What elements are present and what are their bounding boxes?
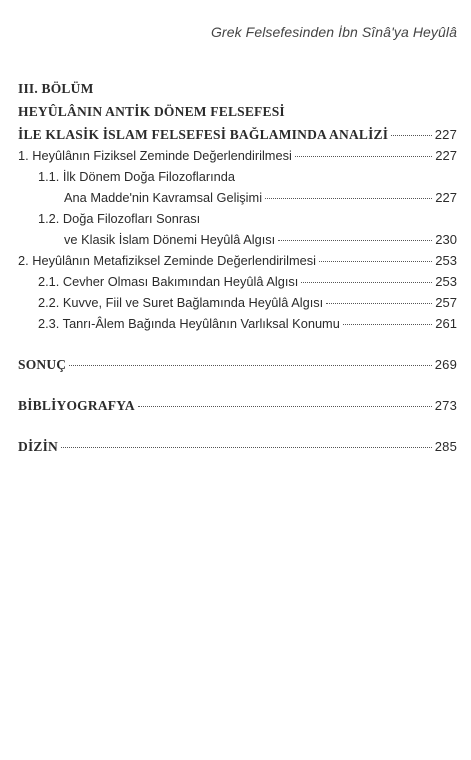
running-header: Grek Felsefesinden İbn Sînâ'ya Heyûlâ [210,24,457,40]
dot-leader [319,261,432,262]
page-number: 230 [435,232,457,247]
page-number: 227 [434,127,457,142]
dot-leader [343,324,432,325]
toc-entry[interactable] [18,313,457,334]
page-number: 227 [435,148,457,163]
page-number: 227 [435,190,457,205]
part-label: III. BÖLÜM [18,81,94,96]
toc-entry[interactable] [18,145,457,166]
dot-leader [295,156,432,157]
page-number: 253 [435,274,457,289]
toc-entry-label: 1.1. İlk Dönem Doğa Filozoflarında [38,169,236,184]
toc-entry[interactable] [18,292,457,313]
toc-entry-dizin[interactable] [18,436,457,457]
toc-entry-label: 1. Heyûlânın Fiziksel Zeminde Değerlendirilmesi [18,148,292,163]
dot-leader [265,198,432,199]
toc-entry-label: 1.2. Doğa Filozofları Sonrası [38,211,201,226]
toc-entry-continuation[interactable] [18,187,457,208]
page-number: 257 [435,295,457,310]
section-title-line2: İLE KLASİK İSLAM FELSEFESİ BAĞLAMINDA ANALİZİ [18,127,389,142]
dot-leader [278,240,432,241]
page-number: 269 [434,357,457,372]
page-number: 273 [434,398,457,413]
page-number: 261 [435,316,457,331]
toc-entry[interactable] [18,208,457,229]
toc-entry-sonuc[interactable] [18,354,457,375]
section-title-line1-row [18,101,457,122]
toc-entry-label: 2.3. Tanrı-Âlem Bağında Heyûlânın Varlıksal Konumu [38,316,340,331]
toc-entry-label: 2. Heyûlânın Metafiziksel Zeminde Değerlendirilmesi [18,253,317,268]
toc-entry-continuation[interactable] [18,229,457,250]
toc-entry-bibliyografya[interactable] [18,395,457,416]
toc-entry-label: 2.2. Kuvve, Fiil ve Suret Bağlamında Heyûlâ Algısı [38,295,324,310]
part-label-row [18,78,457,99]
toc-entry[interactable] [18,271,457,292]
toc-entry-label: Ana Madde'nin Kavramsal Gelişimi [64,190,263,205]
dot-leader [61,447,432,448]
dot-leader [138,406,432,407]
toc-entry[interactable] [18,166,457,187]
section-title-line1: HEYÛLÂNIN ANTİK DÖNEM FELSEFESİ [18,104,285,119]
page-number: 253 [435,253,457,268]
toc-entry-label: ve Klasik İslam Dönemi Heyûlâ Algısı [64,232,276,247]
toc-entry-label: DİZİN [18,439,59,454]
toc-entry[interactable] [18,250,457,271]
toc-entry-label: 2.1. Cevher Olması Bakımından Heyûlâ Algısı [38,274,299,289]
dot-leader [326,303,432,304]
table-of-contents [18,78,457,457]
dot-leader [391,135,431,136]
dot-leader [69,365,431,366]
page-number: 285 [434,439,457,454]
toc-entry-label: SONUÇ [18,357,67,372]
section-title-line2-row[interactable] [18,124,457,145]
dot-leader [301,282,432,283]
toc-entry-label: BİBLİYOGRAFYA [18,398,135,413]
